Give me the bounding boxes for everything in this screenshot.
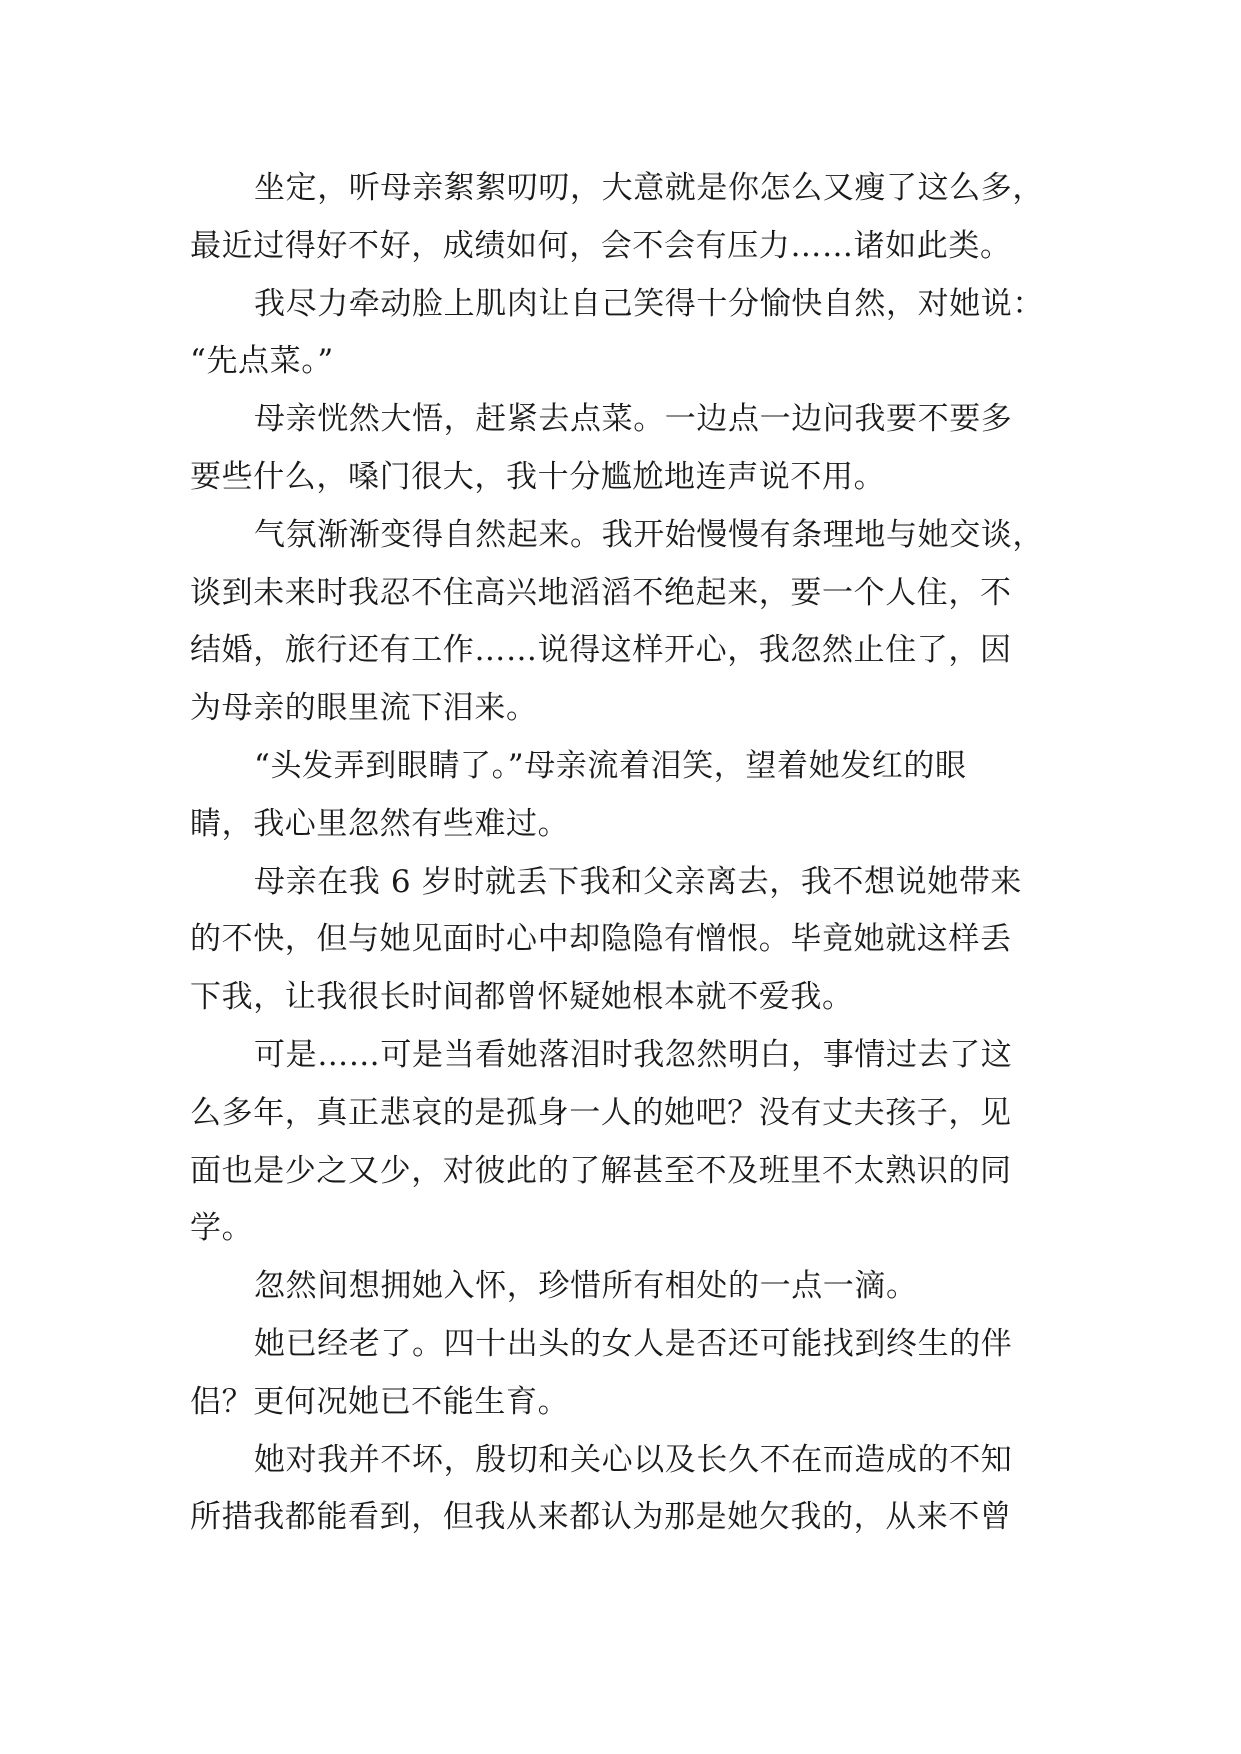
text-line: 母亲恍然大悟，赶紧去点菜。一边点一边问我要不要多 bbox=[254, 401, 1013, 438]
text-line: 睛，我心里忽然有些难过。 bbox=[190, 805, 570, 842]
text-line: 面也是少之又少，对彼此的了解甚至不及班里不太熟识的同 bbox=[190, 1152, 1012, 1189]
text-line: 的不快，但与她见面时心中却隐隐有憎恨。毕竟她就这样丢 bbox=[190, 921, 1012, 958]
text-line: 最近过得好不好，成绩如何，会不会有压力……诸如此类。 bbox=[190, 227, 1012, 264]
text-line: 学。 bbox=[190, 1210, 254, 1247]
text-line: 谈到未来时我忍不住高兴地滔滔不绝起来，要一个人住，不 bbox=[190, 574, 1012, 611]
text-line: 下我，让我很长时间都曾怀疑她根本就不爱我。 bbox=[190, 979, 854, 1016]
text-line: 为母亲的眼里流下泪来。 bbox=[190, 690, 538, 727]
text-line: “先点菜。” bbox=[190, 343, 334, 380]
text-line: 么多年，真正悲哀的是孤身一人的她吧？没有丈夫孩子，见 bbox=[190, 1094, 1012, 1131]
text-line: 可是……可是当看她落泪时我忽然明白，事情过去了这 bbox=[254, 1036, 1013, 1073]
text-line: 要些什么，嗓门很大，我十分尴尬地连声说不用。 bbox=[190, 458, 886, 495]
text-line: 坐定，听母亲絮絮叨叨，大意就是你怎么又瘦了这么多， bbox=[254, 170, 1044, 206]
text-line: 所措我都能看到，但我从来都认为那是她欠我的，从来不曾 bbox=[190, 1499, 1012, 1536]
text-line: 我尽力牵动脸上肌肉让自己笑得十分愉快自然，对她说： bbox=[254, 285, 1044, 322]
text-line: 她对我并不坏，殷切和关心以及长久不在而造成的不知 bbox=[254, 1441, 1013, 1478]
text-line: “头发弄到眼睛了。”母亲流着泪笑，望着她发红的眼 bbox=[254, 747, 967, 784]
text-line: 气氛渐渐变得自然起来。我开始慢慢有条理地与她交谈， bbox=[254, 516, 1044, 553]
text-line: 她已经老了。四十出头的女人是否还可能找到终生的伴 bbox=[254, 1325, 1013, 1362]
text-line: 侣？更何况她已不能生育。 bbox=[190, 1383, 570, 1420]
text-line: 结婚，旅行还有工作……说得这样开心，我忽然止住了，因 bbox=[190, 632, 1012, 669]
text-line: 母亲在我 6 岁时就丢下我和父亲离去，我不想说她带来 bbox=[254, 863, 1023, 900]
text-line: 忽然间想拥她入怀，珍惜所有相处的一点一滴。 bbox=[254, 1268, 918, 1305]
document-text-body bbox=[190, 160, 1060, 1547]
